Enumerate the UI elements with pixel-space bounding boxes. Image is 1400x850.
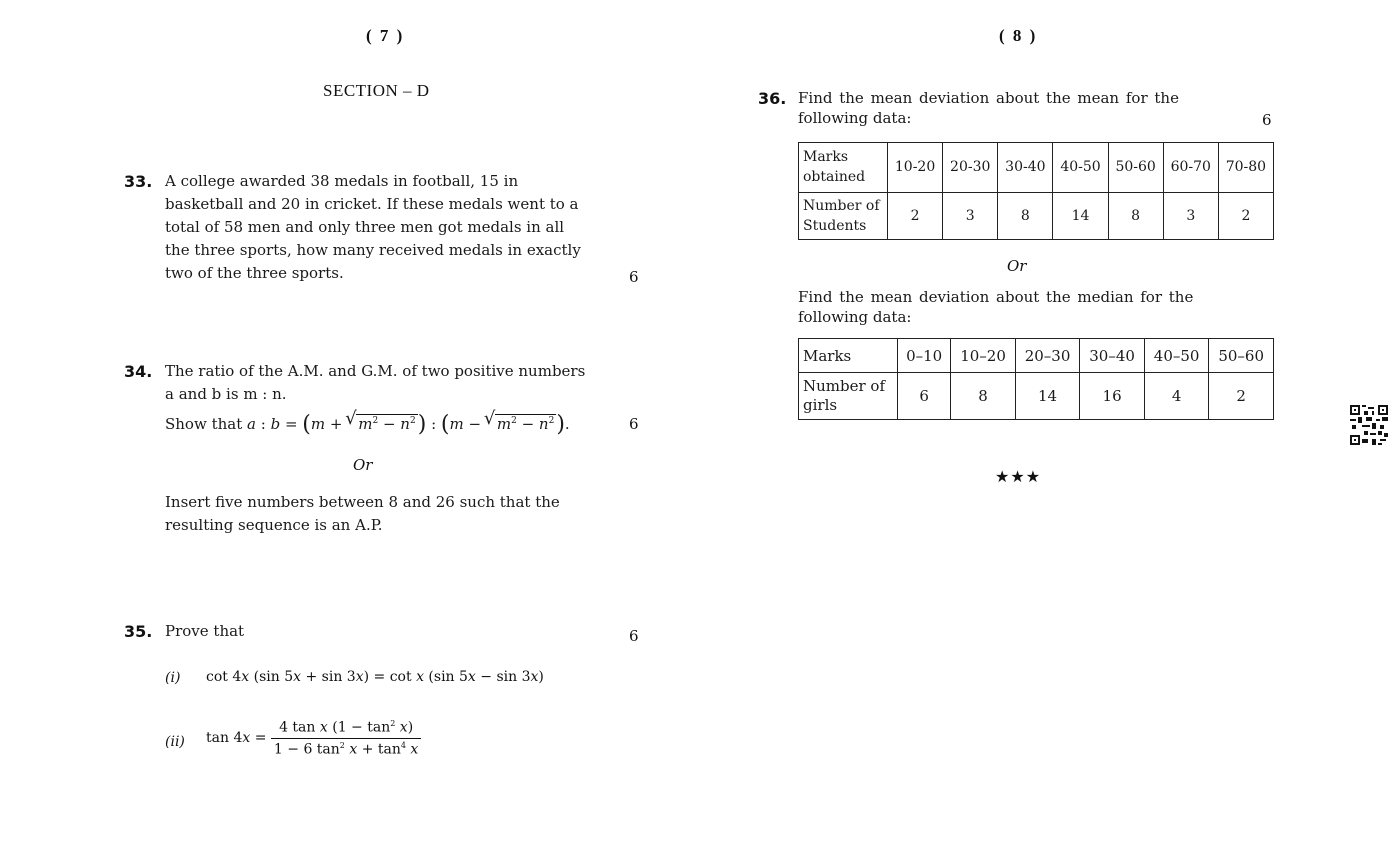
table-cell: 2 [888, 192, 943, 240]
identity-ii: tan 4x = $\frac{4 \tan x (1 - \tan^2 x)}{1 - 6 \tan^2 x + \tan^4 x}$ [206, 719, 421, 757]
question-33-line: basketball and 20 in cricket. If these medals went to a [165, 195, 579, 213]
table-header-cell: 60-70 [1163, 143, 1218, 193]
data-table-girls [798, 338, 1274, 420]
question-34-or: Or [353, 456, 373, 474]
question-36-marks: 6 [1262, 111, 1272, 129]
table-cell: 14 [1015, 373, 1080, 420]
question-33-marks: 6 [629, 268, 639, 286]
end-stars: ★★★ [995, 467, 1042, 486]
table-row-label: Number of Students [799, 192, 888, 240]
page-number-left: ( 7 ) [366, 26, 405, 45]
table-header-cell: 20-30 [943, 143, 998, 193]
question-34-alt-line: resulting sequence is an A.P. [165, 516, 383, 534]
question-34-number: 34. [124, 362, 153, 381]
table-header-cell: 10–20 [951, 339, 1016, 373]
table-row-label: Number of girls [799, 373, 898, 420]
show-that-label: Show that [165, 415, 243, 433]
identity-i: cot 4x (sin 5x + sin 3x) = cot x (sin 5x − sin 3x) [206, 669, 544, 685]
table-cell: 16 [1080, 373, 1145, 420]
question-36-alt-line2: following data: [798, 308, 912, 326]
table-cell: 4 [1144, 373, 1209, 420]
table-cell: 8 [951, 373, 1016, 420]
question-33-line: the three sports, how many received medals in exactly [165, 241, 581, 259]
table-header-cell: 0–10 [898, 339, 951, 373]
question-36-alt-line1: Find the mean deviation about the median for the [798, 288, 1194, 306]
question-36-or: Or [1007, 257, 1027, 275]
ratio-formula: a : b = (m + √ $m^2 - n^2$) : (m − √ $m^2 - n^2$). [247, 415, 570, 433]
question-34-alt-line: Insert five numbers between 8 and 26 such that the [165, 493, 560, 511]
table-cell: 8 [998, 192, 1053, 240]
question-35-marks: 6 [629, 627, 639, 645]
question-35-text: Prove that [165, 622, 245, 640]
table-cell: 2 [1209, 373, 1274, 420]
table-header-cell: 10-20 [888, 143, 943, 193]
data-table-marks-obtained [798, 142, 1274, 240]
table-cell: 2 [1218, 192, 1273, 240]
table-header-cell: 30-40 [998, 143, 1053, 193]
table-cell: 14 [1053, 192, 1108, 240]
question-34-show-that [165, 410, 570, 436]
table-header-cell: 50–60 [1209, 339, 1274, 373]
question-33-text [165, 170, 605, 285]
question-34-line2: a and b is m : n. [165, 385, 287, 403]
part-i-label: (i) [165, 670, 181, 686]
part-ii-label: (ii) [165, 734, 185, 750]
question-34-line1: The ratio of the A.M. and G.M. of two positive numbers [165, 362, 586, 380]
question-34-text [165, 360, 605, 406]
table-header-cell: 70-80 [1218, 143, 1273, 193]
question-33-line: two of the three sports. [165, 264, 344, 282]
page-number-right: ( 8 ) [999, 26, 1038, 45]
section-title: SECTION – D [323, 81, 430, 100]
table-cell: 3 [943, 192, 998, 240]
question-33-number: 33. [124, 172, 153, 191]
question-33-line: total of 58 men and only three men got medals in all [165, 218, 565, 236]
table-cell: 6 [898, 373, 951, 420]
question-34-alt-text [165, 491, 605, 537]
question-33-line: A college awarded 38 medals in football, 15 in [165, 172, 519, 190]
table-header-cell: 50-60 [1108, 143, 1163, 193]
table-header-cell: 40-50 [1053, 143, 1108, 193]
table-row-label: Marks [799, 339, 898, 373]
table-header-cell: 30–40 [1080, 339, 1145, 373]
question-34-marks: 6 [629, 415, 639, 433]
table-header-cell: 40–50 [1144, 339, 1209, 373]
table-header-cell: 20–30 [1015, 339, 1080, 373]
question-36-line2: following data: [798, 109, 912, 127]
table-cell: 3 [1163, 192, 1218, 240]
table-row-label: Marks obtained [799, 143, 888, 193]
qr-code-icon [1350, 405, 1388, 445]
question-35-number: 35. [124, 622, 153, 641]
question-36-number: 36. [758, 89, 787, 108]
question-36-line1: Find the mean deviation about the mean for the [798, 89, 1179, 107]
table-cell: 8 [1108, 192, 1163, 240]
